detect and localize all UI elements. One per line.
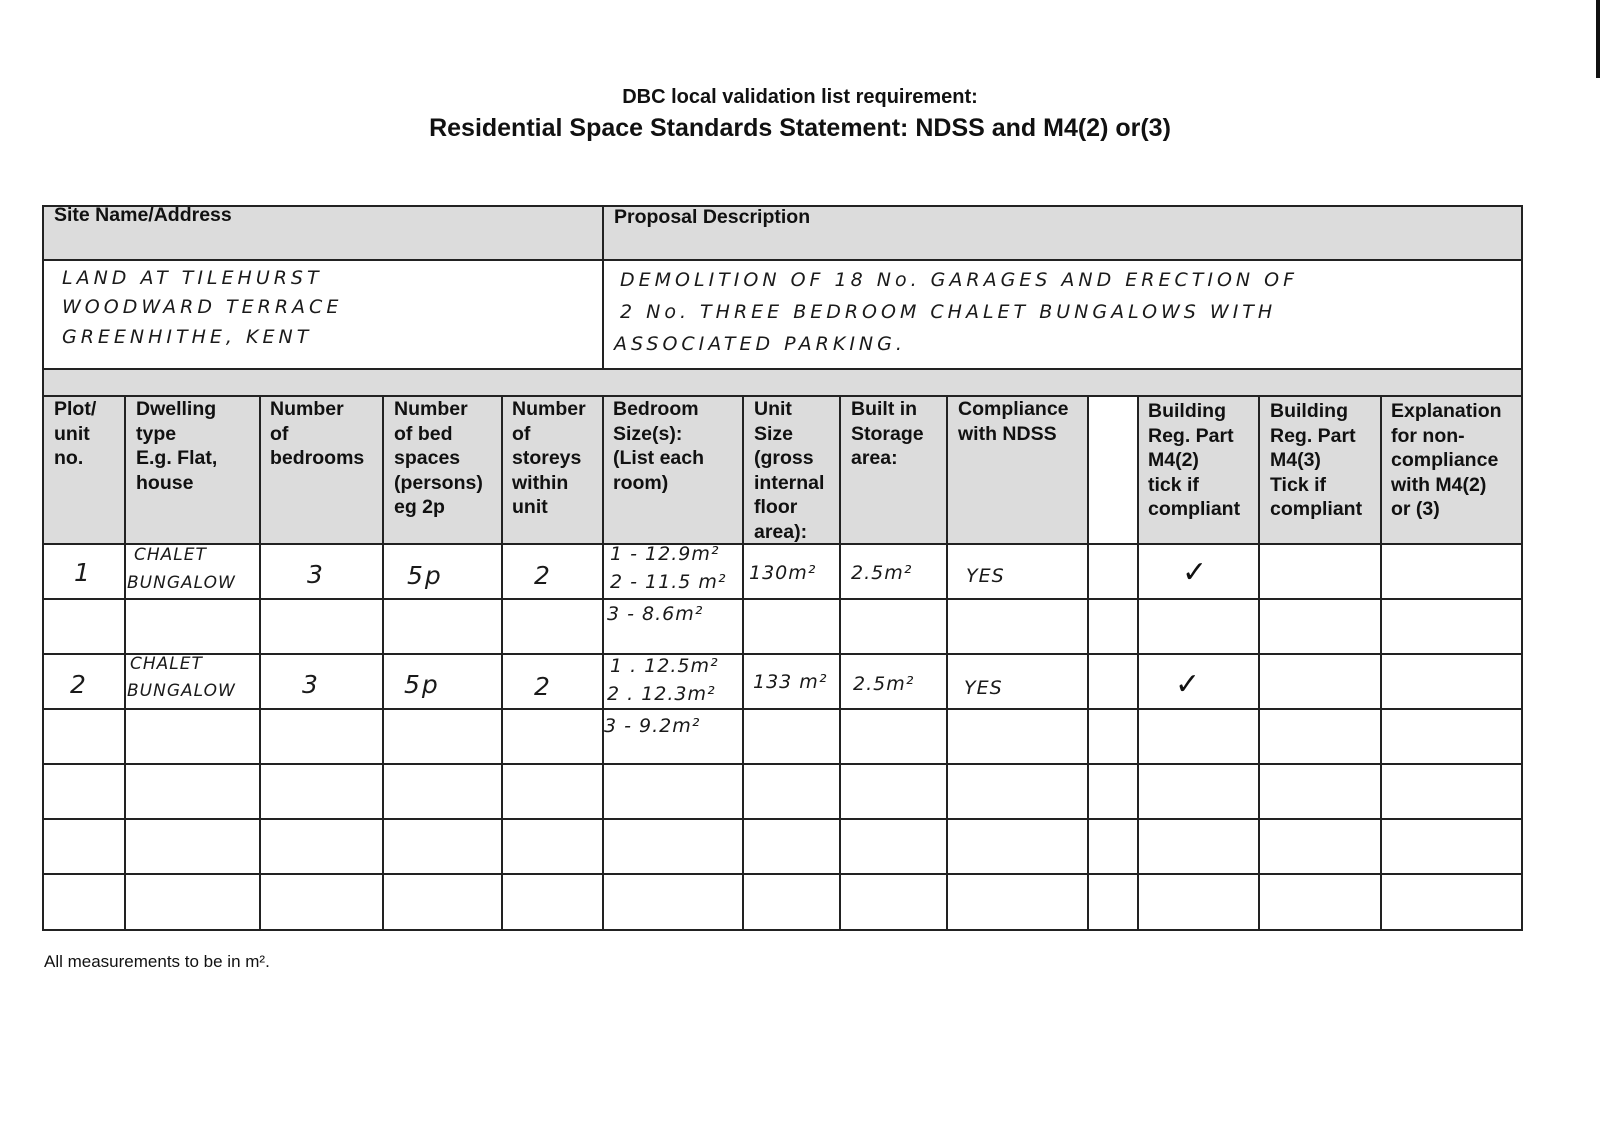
table-rule (946, 395, 948, 931)
table-rule (1380, 395, 1382, 931)
table-rule (1258, 395, 1260, 931)
table-rule (501, 395, 503, 931)
table-rule (43, 818, 1522, 820)
form-title: Residential Space Standards Statement: NDSS and M4(2) or(3) (429, 114, 1171, 142)
site-address-line: GREENHITHE, KENT (62, 326, 313, 348)
table-rule (43, 653, 1522, 655)
column-header-storeys: Number of storeys within unit (512, 398, 586, 518)
table-rule (742, 395, 744, 931)
row2-ndss: YES (964, 677, 1003, 699)
row2-unit-size: 133 m² (753, 671, 828, 693)
table-rule (259, 395, 261, 931)
proposal-line: ASSOCIATED PARKING. (614, 333, 906, 355)
table-rule (602, 205, 604, 370)
table-rule (1521, 205, 1523, 931)
row2-storage: 2.5m² (853, 673, 915, 695)
row1-type-line2: BUNGALOW (127, 573, 236, 593)
proposal-line: 2 No. THREE BEDROOM CHALET BUNGALOWS WITH (620, 301, 1277, 323)
row2-bed-spaces: 5p (404, 670, 440, 699)
table-rule (839, 395, 841, 931)
row1-bedrooms: 3 (307, 560, 325, 589)
table-rule (43, 929, 1522, 931)
proposal-description-label: Proposal Description (614, 206, 811, 228)
table-rule (43, 708, 1522, 710)
row1-unit-size: 130m² (749, 562, 817, 584)
row1-storage: 2.5m² (851, 562, 913, 584)
row2-type-line2: BUNGALOW (127, 681, 236, 701)
table-rule (1137, 395, 1139, 931)
row1-type-line1: CHALET (134, 545, 207, 565)
spacer-band (43, 369, 1522, 396)
table-rule (602, 395, 604, 931)
row1-ndss: YES (966, 565, 1005, 587)
row1-plot: 1 (74, 558, 92, 587)
column-header-ndss: Compliance with NDSS (958, 398, 1069, 445)
table-rule (43, 368, 1522, 370)
row1-bedroom-3: 3 - 8.6m² (607, 603, 704, 625)
row2-m42-tick: ✓ (1175, 667, 1201, 702)
table-rule (43, 873, 1522, 875)
row1-m42-tick: ✓ (1182, 555, 1208, 590)
table-rule (43, 259, 1522, 261)
row1-bedroom-1: 1 - 12.9m² (610, 543, 720, 565)
table-rule (43, 763, 1522, 765)
column-header-storage: Built in Storage area: (851, 398, 924, 469)
site-name-label: Site Name/Address (54, 204, 232, 226)
form-subtitle: DBC local validation list requirement: (622, 86, 978, 108)
site-address-line: WOODWARD TERRACE (62, 296, 343, 318)
column-header-plot: Plot/ unit no. (54, 398, 97, 469)
column-header-unit-size: Unit Size (gross internal floor area): (754, 398, 825, 543)
row2-type-line1: CHALET (130, 654, 203, 674)
column-header-bed-spaces: Number of bed spaces (persons) eg 2p (394, 398, 483, 518)
column-header-bedrooms: Number of bedrooms (270, 398, 365, 469)
row2-plot: 2 (70, 670, 88, 699)
measurement-footnote: All measurements to be in m². (44, 952, 270, 971)
column-header-bedroom-sizes: Bedroom Size(s): (List each room) (613, 398, 705, 494)
row1-storeys: 2 (534, 561, 552, 590)
column-header-explanation: Explanation for non- compliance with M4(2) or (3) (1391, 400, 1502, 520)
proposal-line: DEMOLITION OF 18 No. GARAGES AND ERECTION OF (620, 269, 1299, 291)
table-rule (42, 205, 44, 931)
table-rule (382, 395, 384, 931)
column-header-m42: Building Reg. Part M4(2) tick if compliant (1148, 400, 1241, 520)
row2-storeys: 2 (534, 672, 552, 701)
row2-bedrooms: 3 (302, 670, 320, 699)
column-header-m43: Building Reg. Part M4(3) Tick if compliant (1270, 400, 1363, 520)
table-rule (43, 598, 1522, 600)
site-address-line: LAND AT TILEHURST (62, 267, 323, 289)
row1-bedroom-2: 2 - 11.5 m² (610, 571, 727, 593)
table-rule (1087, 395, 1089, 931)
row2-bedroom-3: 3 - 9.2m² (604, 715, 701, 737)
column-header-dwelling-type: Dwelling type E.g. Flat, house (136, 398, 218, 494)
row2-bedroom-1: 1 . 12.5m² (610, 655, 719, 677)
table-rule (124, 395, 126, 931)
row1-bed-spaces: 5p (407, 561, 443, 590)
row2-bedroom-2: 2 . 12.3m² (607, 683, 716, 705)
